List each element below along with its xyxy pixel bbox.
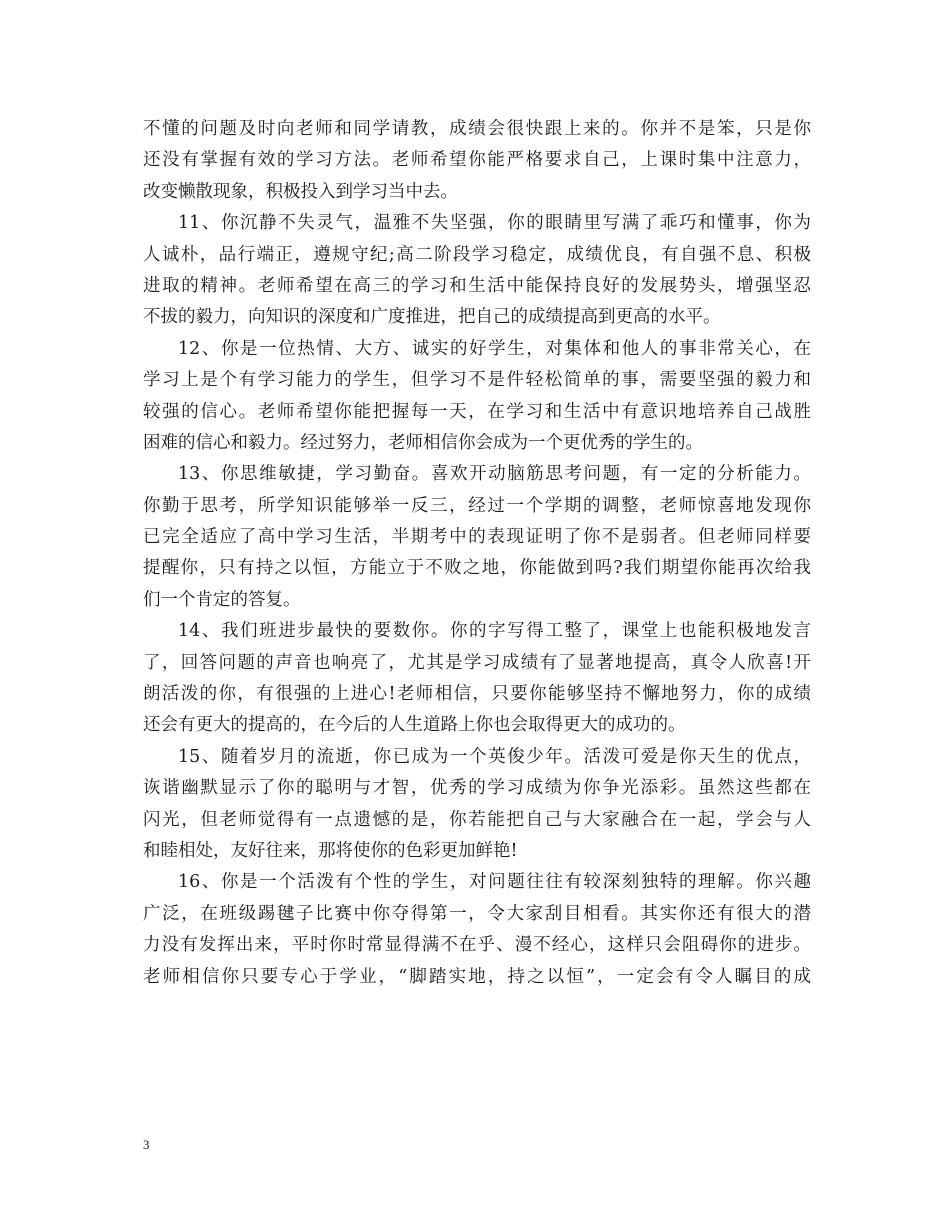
text-line: 和睦相处，友好往来，那将使你的色彩更加鲜艳! bbox=[143, 840, 518, 861]
paragraph-first-line: 13、你思维敏捷，学习勤奋。喜欢开动脑筋思考问题，有一定的分析能力。 bbox=[178, 464, 811, 485]
paragraph-first-line: 15、随着岁月的流逝，你已成为一个英俊少年。活泼可爱是你天生的优点， bbox=[178, 746, 811, 767]
text-line: 已完全适应了高中学习生活，半期考中的表现证明了你不是弱者。但老师同样要 bbox=[143, 527, 811, 548]
text-line: 不懂的问题及时向老师和同学请教，成绩会很快跟上来的。你并不是笨，只是你 bbox=[143, 119, 811, 139]
paragraph-first-line: 14、我们班进步最快的要数你。你的字写得工整了，课堂上也能积极地发言 bbox=[178, 621, 811, 642]
text-line: 学习上是个有学习能力的学生，但学习不是件轻松简单的事，需要坚强的毅力和 bbox=[143, 370, 811, 391]
text-line: 们一个肯定的答复。 bbox=[143, 589, 301, 610]
text-line: 进取的精神。老师希望在高三的学习和生活中能保持良好的发展势头，增强坚忍 bbox=[143, 275, 811, 296]
text-line: 力没有发挥出来，平时你时常显得满不在乎、漫不经心，这样只会阻碍你的进步。 bbox=[143, 935, 811, 956]
text-line: 不拔的毅力，向知识的深度和广度推进，把自己的成绩提高到更高的水平。 bbox=[143, 307, 721, 328]
text-line: 了，回答问题的声音也响亮了，尤其是学习成绩有了显著地提高，真令人欣喜!开 bbox=[143, 652, 811, 673]
text-line: 改变懒散现象，积极投入到学习当中去。 bbox=[143, 181, 458, 202]
paragraph-first-line: 11、你沉静不失灵气，温雅不失坚强，你的眼睛里写满了乖巧和懂事，你为 bbox=[178, 213, 811, 234]
text-line: 广泛，在班级踢毽子比赛中你夺得第一，令大家刮目相看。其实你还有很大的潜 bbox=[143, 903, 811, 924]
text-line: 诙谐幽默显示了你的聪明与才智，优秀的学习成绩为你争光添彩。虽然这些都在 bbox=[143, 778, 811, 799]
text-line: 还会有更大的提高的，在今后的人生道路上你也会取得更大的成功的。 bbox=[143, 715, 686, 736]
text-line: 提醒你，只有持之以恒，方能立于不败之地，你能做到吗?我们期望你能再次给我 bbox=[143, 558, 811, 579]
text-line: 你勤于思考，所学知识能够举一反三，经过一个学期的调整，老师惊喜地发现你 bbox=[143, 495, 811, 516]
text-line: 老师相信你只要专心于学业，“脚踏实地，持之以恒”，一定会有令人瞩目的成 bbox=[143, 966, 811, 987]
page-number: 3 bbox=[143, 1137, 150, 1152]
paragraph-first-line: 16、你是一个活泼有个性的学生，对问题往往有较深刻独特的理解。你兴趣 bbox=[178, 872, 811, 893]
paragraph-first-line: 12、你是一位热情、大方、诚实的好学生，对集体和他人的事非常关心，在 bbox=[178, 338, 811, 359]
text-line: 人诚朴，品行端正，遵规守纪;高二阶段学习稳定，成绩优良，有自强不息、积极 bbox=[143, 244, 811, 265]
text-line: 朗活泼的你，有很强的上进心!老师相信，只要你能够坚持不懈地努力，你的成绩 bbox=[143, 684, 811, 705]
text-line: 较强的信心。老师希望你能把握每一天，在学习和生活中有意识地培养自己战胜 bbox=[143, 401, 811, 422]
document-body bbox=[143, 114, 811, 993]
text-line: 困难的信心和毅力。经过努力，老师相信你会成为一个更优秀的学生的。 bbox=[143, 432, 703, 453]
text-line: 还没有掌握有效的学习方法。老师希望你能严格要求自己，上课时集中注意力， bbox=[143, 150, 811, 171]
text-line: 闪光，但老师觉得有一点遗憾的是，你若能把自己与大家融合在一起，学会与人 bbox=[143, 809, 811, 830]
